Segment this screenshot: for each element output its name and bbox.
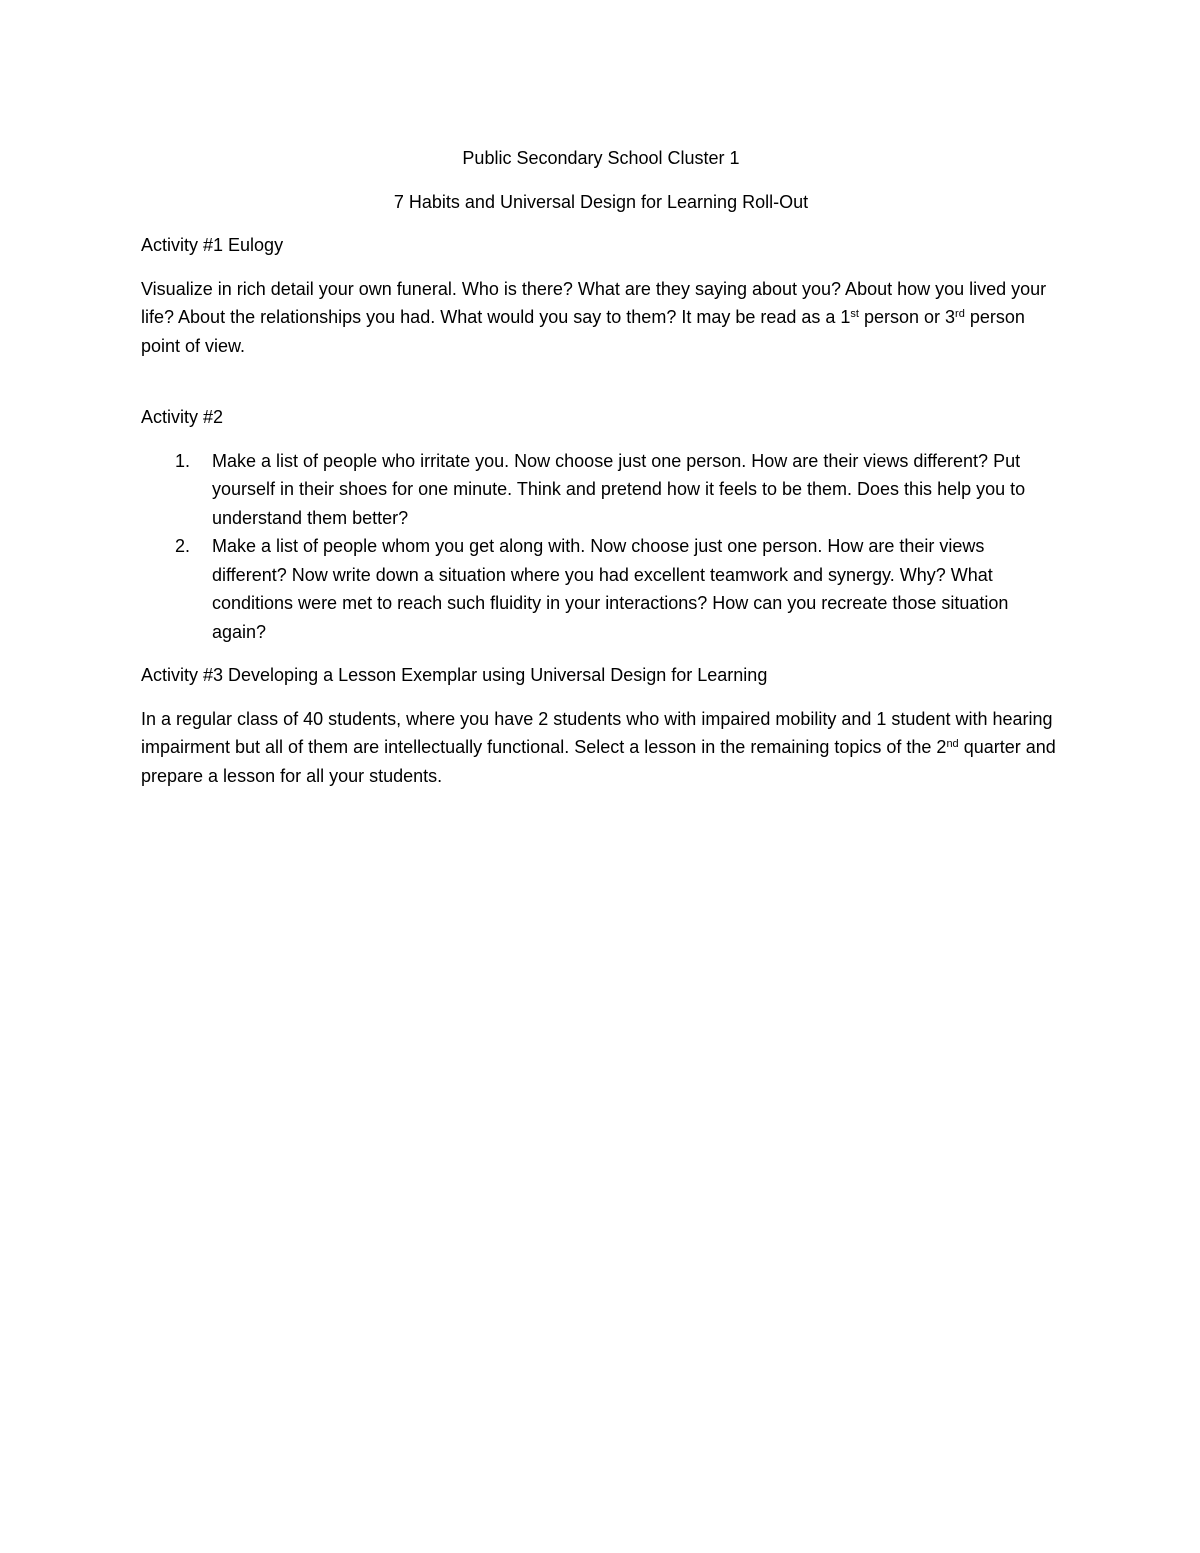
activity1-text-part3: person point of view. <box>141 307 1025 356</box>
activity2-list-item-1 <box>141 447 1061 533</box>
activity3-superscript: nd <box>946 738 959 750</box>
document-title: Public Secondary School Cluster 1 <box>462 148 740 168</box>
activity1-heading: Activity #1 Eulogy <box>141 235 284 255</box>
activity3-heading: Activity #3 Developing a Lesson Exemplar using Universal Design for Learning <box>141 665 768 685</box>
blank-line <box>141 375 1061 403</box>
list-item-number: 1. <box>175 450 191 471</box>
document-subtitle: 7 Habits and Universal Design for Learning Roll-Out <box>393 191 809 212</box>
activity1-text-part1: Visualize in rich detail your own funeral. Who is there? What are they saying about you? About how you lived your life? About the relationships you had. What would you say to them? It may be read as a 1 <box>141 278 1047 327</box>
activity3-text-part1: In a regular class of 40 students, where you have 2 students who with impaired mobility and 1 student with hearing impairment but all of them are intellectually functional. Select a lesson in the remaining topics of the 2 <box>141 708 1053 757</box>
activity1-superscript-1: st <box>850 308 859 320</box>
activity1-paragraph <box>141 275 1061 361</box>
activity3-paragraph <box>141 705 1061 791</box>
list-item-text: Make a list of people who irritate you. Now choose just one person. How are their views different? Put yourself in their shoes for one minute. Think and pretend how it feels to be them. Does this help you to understand them better? <box>212 450 1026 528</box>
list-item-text: Make a list of people whom you get along with. Now choose just one person. How are their views different? Now write down a situation where you had excellent teamwork and synergy. Why? What conditions were met to reach such fluidity in your interactions? How can you recreate those situation again? <box>212 536 1009 642</box>
activity2-list-item-2 <box>141 532 1061 646</box>
activity2-list <box>141 447 1061 647</box>
list-item-number: 2. <box>175 536 191 556</box>
activity1-superscript-2: rd <box>955 308 965 320</box>
activity1-text-part2: person or 3 <box>858 307 956 327</box>
document-body <box>141 144 1061 805</box>
activity2-heading: Activity #2 <box>141 407 224 427</box>
activity3-text-part2: quarter and prepare a lesson for all your students. <box>141 737 1056 786</box>
